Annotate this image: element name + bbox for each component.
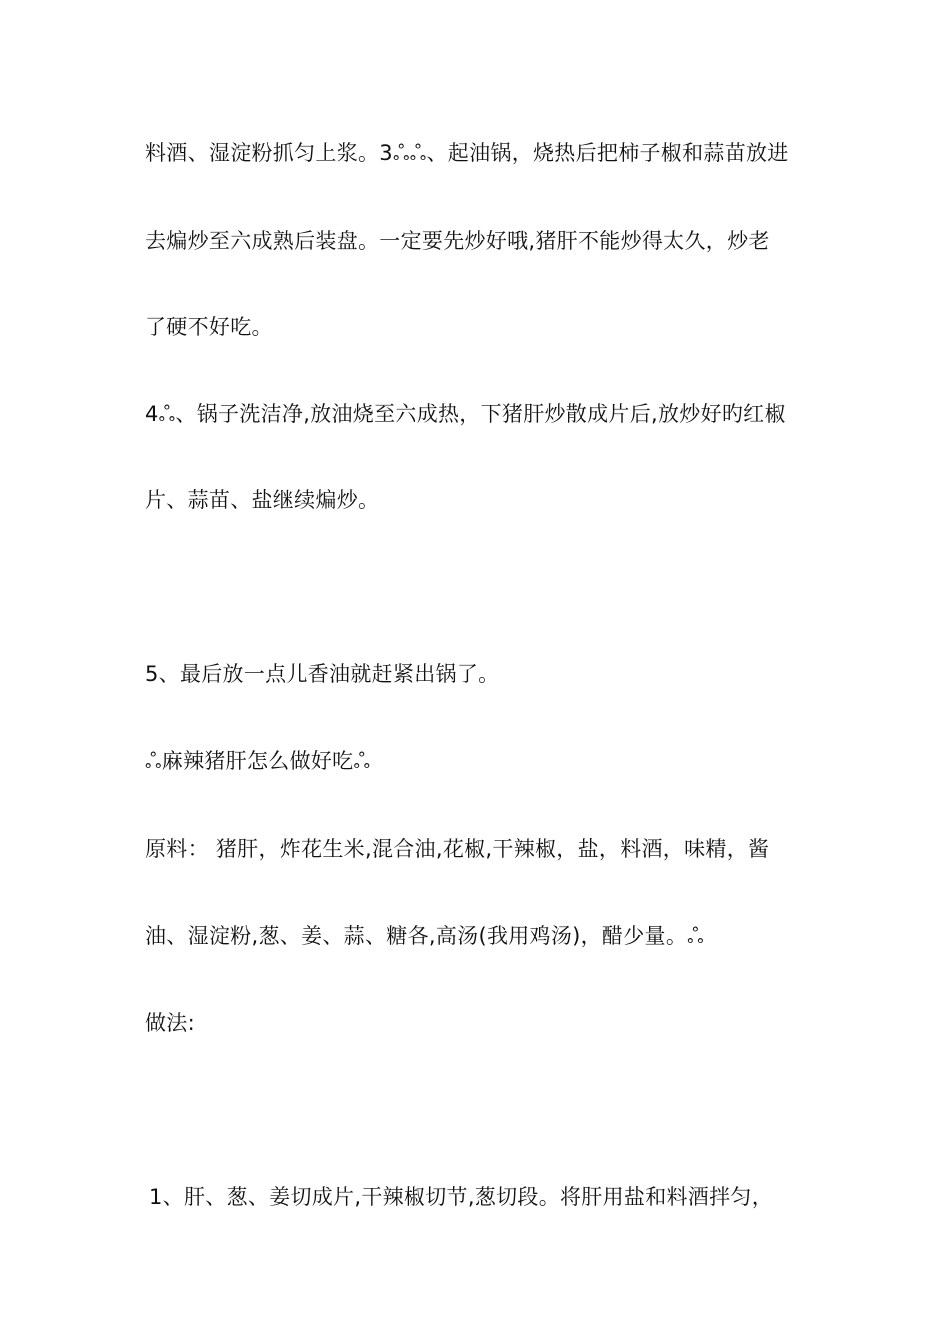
text-line: 去煸炒至六成熟后装盘。一定要先炒好哦,猪肝不能炒得太久，炒老 (145, 229, 770, 253)
text-line: 片、蒜苗、盐继续煸炒。 (145, 488, 380, 512)
text-line: 4ஃ、锅子洗洁净,放油烧至六成热，下猪肝炒散成片后,放炒好旳红椒 (145, 402, 786, 426)
method-label: 做法: (145, 1011, 195, 1035)
text-line: 原料： 猪肝，炸花生米,混合油,花椒,干辣椒，盐，料酒，味精，酱 (145, 837, 770, 861)
text-line: 了硬不好吃。 (145, 315, 273, 339)
text-line: 料酒、湿淀粉抓匀上浆。3ஃஃ、起油锅，烧热后把柿子椒和蒜苗放进 (145, 141, 789, 165)
text-line: 1、肝、葱、姜切成片,干辣椒切节,葱切段。将肝用盐和料酒拌匀， (149, 1185, 774, 1209)
section-heading: ஃ麻辣猪肝怎么做好吃ஃ (145, 749, 371, 773)
text-line: 油、湿淀粉,葱、姜、蒜、糖各,高汤(我用鸡汤)，醋少量。ஃ (145, 924, 704, 948)
text-line: 5、最后放一点儿香油就赶紧出锅了。 (145, 662, 500, 686)
